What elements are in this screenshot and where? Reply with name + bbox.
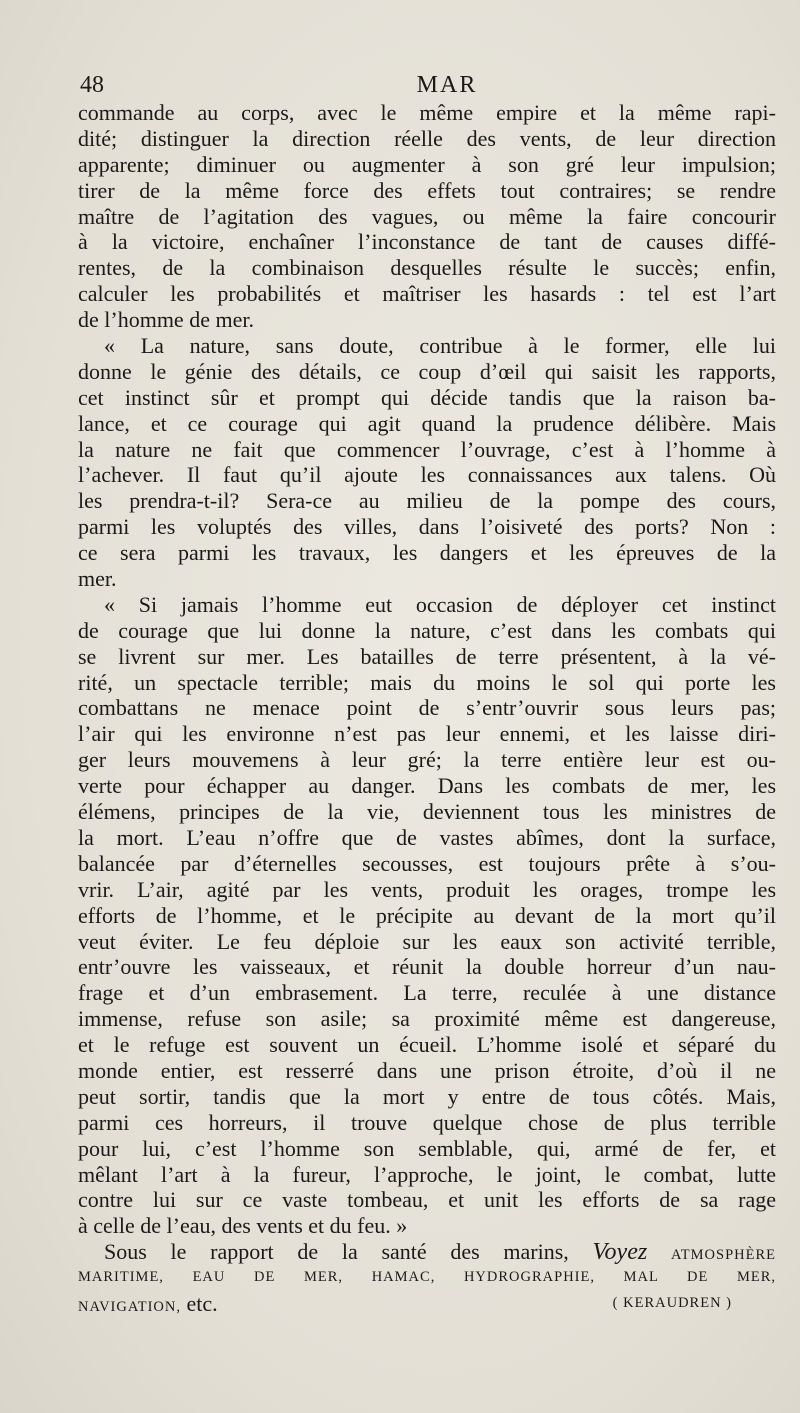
text-line: rité, un spectacle terrible; mais du moins le sol qui porte les [78,669,776,695]
text-line: maître de l’agitation des vagues, ou même la faire concourir [78,203,776,229]
text-line: et le refuge est souvent un écueil. L’homme isolé et séparé du [78,1032,776,1058]
text-line: peut sortir, tandis que la mort y entre de tous côtés. Mais, [78,1083,776,1109]
see-also-line-3 [78,1291,776,1317]
text-line: mêlant l’art à la fureur, l’approche, le joint, le combat, lutte [78,1161,776,1187]
text-line: pour lui, c’est l’homme son semblable, qui, armé de fer, et [78,1135,776,1161]
see-also-ref-atmosphere: ATMOSPHÈRE [670,1247,777,1264]
text-line: à la victoire, enchaîner l’inconstance de tant de causes diffé- [78,229,776,255]
text-line: verte pour échapper au danger. Dans les combats de mer, les [78,773,776,799]
text-line: se livrent sur mer. Les batailles de terre présentent, à la vé- [78,643,776,669]
text-line: monde entier, est resserré dans une prison étroite, d’où il ne [78,1057,776,1083]
text-line: « La nature, sans doute, contribue à le former, elle lui [104,333,776,359]
text-line: la mort. L’eau n’offre que de vastes abîmes, dont la surface, [78,824,776,850]
text-line: commande au corps, avec le même empire et la même rapi- [78,100,776,125]
text-line: mer. [78,566,117,592]
see-also-line-2: MARITIME, EAU DE MER, HAMAC, HYDROGRAPHIE, MAL DE MER, [78,1269,776,1286]
see-also-etc: etc. [186,1290,218,1316]
text-line: à celle de l’eau, des vents et du feu. » [78,1213,408,1239]
text-line: tirer de la même force des effets tout contraires; se rendre [78,177,776,203]
text-line: apparente; diminuer ou augmenter à son gré leur impulsion; [78,151,776,177]
text-line: « Si jamais l’homme eut occasion de déployer cet instinct [104,591,776,617]
page-number: 48 [80,72,104,98]
text-line: calculer les probabilités et maîtriser les hasards : tel est l’art [78,281,776,307]
text-line: parmi les voluptés des villes, dans l’oisiveté des ports? Non : [78,514,776,540]
text-line: les prendra-t-il? Sera-ce au milieu de la pompe des cours, [78,488,776,514]
text-line: l’air qui les environne n’est pas leur ennemi, et les laisse diri- [78,721,776,747]
text-line: élémens, principes de la vie, deviennent tous les ministres de [78,799,776,825]
text-line: ger leurs mouvemens à leur gré; la terre entière leur est ou- [78,747,776,773]
see-also-line-1 [78,1239,776,1265]
voyez-label: Voyez [592,1239,648,1266]
text-line: frage et d’un embrasement. La terre, reculée à une distance [78,980,776,1006]
article-body [78,100,776,1317]
text-line: de courage que lui donne la nature, c’est dans les combats qui [78,617,776,643]
text-line: contre lui sur ce vaste tombeau, et unit les efforts de sa rage [78,1187,776,1213]
text-line: parmi ces horreurs, il trouve quelque chose de plus terrible [78,1109,776,1135]
running-head: MAR [416,72,478,98]
text-line: donne le génie des détails, ce coup d’œil qui saisit les rapports, [78,358,776,384]
text-line: l’achever. Il faut qu’il ajoute les connaissances aux talens. Où [78,462,776,488]
text-line: entr’ouvre les vaisseaux, et réunit la double horreur d’un nau- [78,954,776,980]
text-line: rentes, de la combinaison desquelles résulte le succès; enfin, [78,255,776,281]
text-line: combattans ne menace point de s’entr’ouvrir sous leurs pas; [78,695,776,721]
page-header [80,70,774,100]
text-line: dité; distinguer la direction réelle des vents, de leur direction [78,125,776,151]
text-line: cet instinct sûr et prompt qui décide tandis que la raison ba- [78,384,776,410]
text-line: ce sera parmi les travaux, les dangers et les épreuves de la [78,540,776,566]
text-line: la nature ne fait que commencer l’ouvrage, c’est à l’homme à [78,436,776,462]
text-line: veut éviter. Le feu déploie sur les eaux son activité terrible, [78,928,776,954]
text-line: efforts de l’homme, et le précipite au devant de la mort qu’il [78,902,776,928]
see-also-ref-navigation: NAVIGATION, [78,1298,181,1315]
text-line: vrir. L’air, agité par les vents, produit les orages, trompe les [78,876,776,902]
text-line: immense, refuse son asile; sa proximité même est dangereuse, [78,1006,776,1032]
text-line: lance, et ce courage qui agit quand la prudence délibère. Mais [78,410,776,436]
text-line: de l’homme de mer. [78,307,254,333]
author-attribution: ( KERAUDREN ) [612,1294,732,1311]
see-also-lead: Sous le rapport de la santé des marins, [104,1239,569,1265]
text-line: balancée par d’éternelles secousses, est toujours prête à s’ou- [78,850,776,876]
